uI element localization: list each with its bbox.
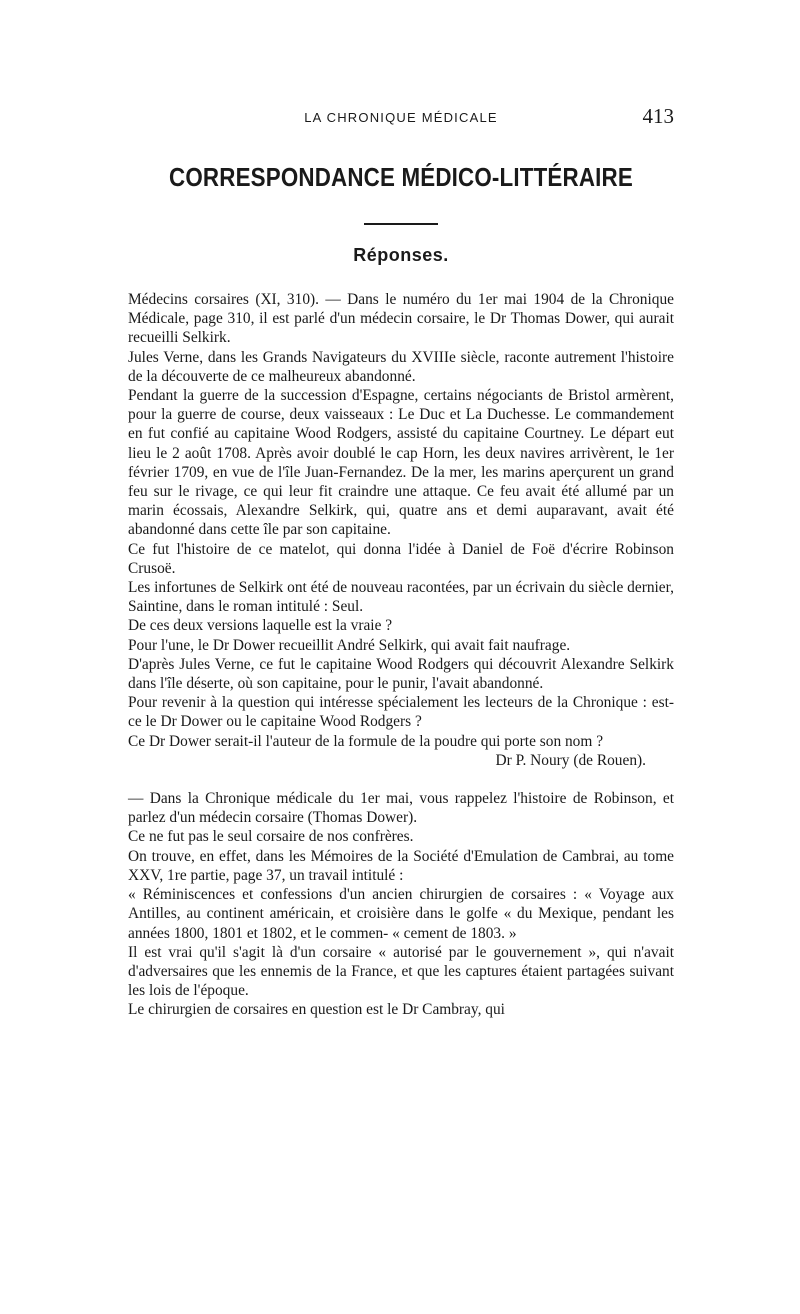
paragraph: De ces deux versions laquelle est la vraie ? <box>128 617 393 635</box>
signature: Dr P. Noury (de Rouen). <box>495 751 646 769</box>
paragraph: Les infortunes de Selkirk ont été de nouveau racontées, par un écrivain du siècle dernier, Saintine, dans le roman intitulé : Seul. <box>128 579 674 616</box>
running-head <box>128 96 674 126</box>
paragraph: Ce fut l'histoire de ce matelot, qui donna l'idée à Daniel de Foë d'écrire Robinson Crusoë. <box>128 540 674 577</box>
running-title: LA CHRONIQUE MÉDICALE <box>304 110 498 125</box>
article-body <box>128 290 674 1020</box>
paragraph: — Dans la Chronique médicale du 1er mai, vous rappelez l'histoire de Robinson, et parlez d'un médecin corsaire (Thomas Dower). <box>128 790 674 827</box>
paragraph: On trouve, en effet, dans les Mémoires de la Société d'Emulation de Cambrai, au tome XXV, 1re partie, page 37, un travail intitulé : <box>128 847 674 884</box>
paragraph: Médecins corsaires (XI, 310). — Dans le numéro du 1er mai 1904 de la Chronique Médicale, page 310, il est parlé d'un médecin corsaire, le Dr Thomas Dower, qui aurait recueilli Selkirk. <box>128 291 674 347</box>
paragraph: Pour revenir à la question qui intéresse spécialement les lecteurs de la Chronique : est-ce le Dr Dower ou le capitaine Wood Rodgers ? <box>128 694 674 731</box>
paragraph: Pendant la guerre de la succession d'Espagne, certains négociants de Bristol armèrent, pour la guerre de course, deux vaisseaux : Le Duc et La Duchesse. Le commandement en fut confié au capitaine Wood Rodgers, assisté du capitaine Courtney. Le départ eut lieu le 2 août 1708. Après avoir doublé le cap Horn, les deux navires arrivèrent, le 1er février 1709, en vue de l'île Juan-Fernandez. De la mer, les marins aperçurent un grand feu sur le rivage, ce qui leur fit craindre une attaque. Ce feu avait été allumé par un marin écossais, Alexandre Selkirk, qui, quatre ans et demi auparavant, avait été abandonné dans cette île par son capitaine. <box>128 387 674 539</box>
quotation: « Réminiscences et confessions d'un ancien chirurgien de corsaires : « Voyage aux Antilles, au continent américain, et croisière dans le golfe « du Mexique, pendant les années 1800, 1801 et 1802, et le commen- « cement de 1803. » <box>128 886 674 942</box>
paragraph: Pour l'une, le Dr Dower recueillit André Selkirk, qui avait fait naufrage. <box>128 636 571 654</box>
title-divider <box>364 223 438 225</box>
page-title: CORRESPONDANCE MÉDICO-LITTÉRAIRE <box>169 162 633 192</box>
spacer <box>128 770 674 789</box>
paragraph: Le chirurgien de corsaires en question est le Dr Cambray, qui <box>128 1001 505 1019</box>
section-title: Réponses. <box>353 245 449 265</box>
paragraph: Ce Dr Dower serait-il l'auteur de la formule de la poudre qui porte son nom ? <box>128 732 604 750</box>
page-number: 413 <box>642 104 674 128</box>
paragraph: Il est vrai qu'il s'agit là d'un corsaire « autorisé par le gouvernement », qui n'avait d'adversaires que les ennemis de la France, et que les captures étaient partagées suivant les lois de l'époque. <box>128 943 674 1000</box>
paragraph: D'après Jules Verne, ce fut le capitaine Wood Rodgers qui découvrit Alexandre Selkirk dans l'île déserte, où son capitaine, pour le punir, l'avait abandonné. <box>128 655 674 693</box>
paragraph: Ce ne fut pas le seul corsaire de nos confrères. <box>128 828 414 846</box>
paragraph: Jules Verne, dans les Grands Navigateurs du XVIIIe siècle, raconte autrement l'histoire de la découverte de ce malheureux abandonné. <box>128 348 674 385</box>
page <box>128 96 674 1020</box>
